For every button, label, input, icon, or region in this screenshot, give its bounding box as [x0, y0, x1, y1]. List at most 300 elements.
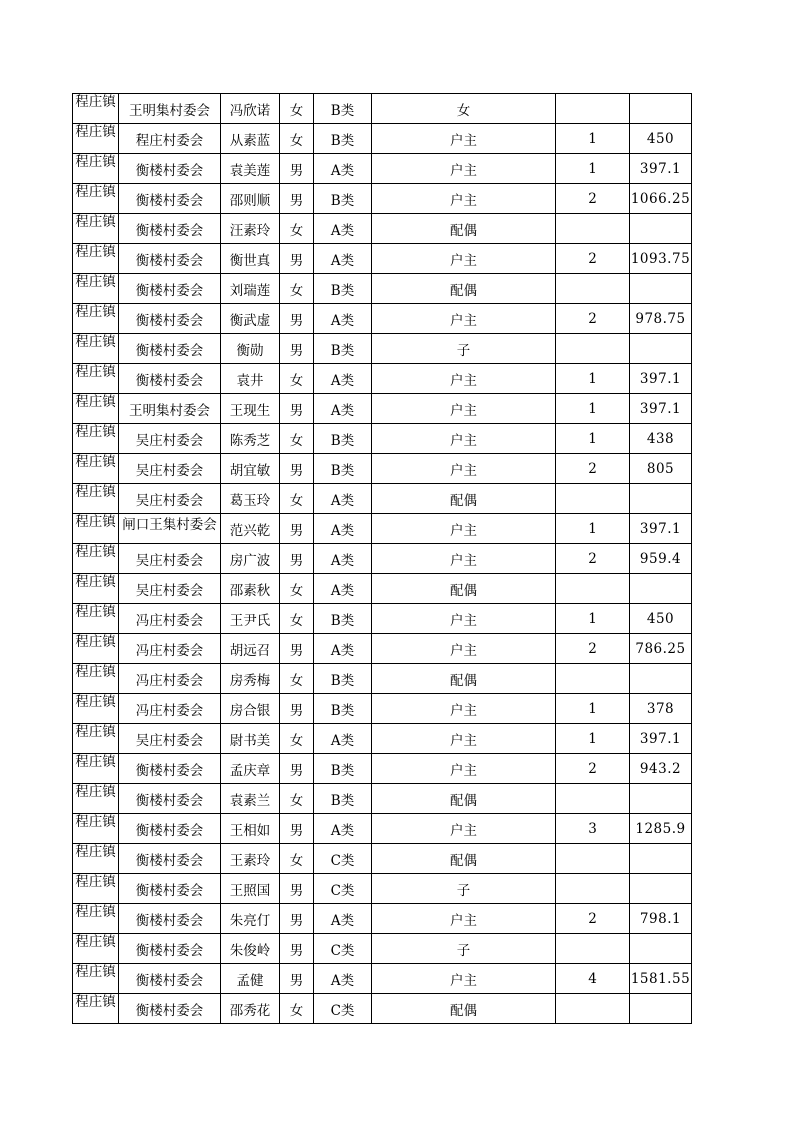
household-count-cell: 2: [556, 544, 630, 574]
amount-cell: 378: [630, 694, 692, 724]
relation-cell: 户主: [372, 124, 556, 154]
village-cell: 衡楼村委会: [119, 154, 221, 184]
sex-cell: 女: [280, 994, 314, 1024]
village-cell: 吴庄村委会: [119, 454, 221, 484]
village-cell: 吴庄村委会: [119, 724, 221, 754]
town-cell-text: 程庄镇: [75, 184, 116, 200]
town-cell: [73, 904, 119, 934]
amount-cell: [630, 784, 692, 814]
amount-cell: [630, 994, 692, 1024]
household-count-cell: 1: [556, 364, 630, 394]
table-row: [73, 184, 692, 214]
table-row: [73, 214, 692, 244]
sex-cell: 女: [280, 574, 314, 604]
name-cell: 陈秀芝: [221, 424, 280, 454]
household-count-cell: 4: [556, 964, 630, 994]
town-cell: [73, 334, 119, 364]
village-cell: 衡楼村委会: [119, 844, 221, 874]
amount-cell: [630, 334, 692, 364]
sex-cell: 男: [280, 394, 314, 424]
relation-cell: 户主: [372, 724, 556, 754]
name-cell: 朱亮仃: [221, 904, 280, 934]
table-row: [73, 394, 692, 424]
sex-cell: 女: [280, 94, 314, 124]
household-count-cell: [556, 934, 630, 964]
sex-cell: 女: [280, 214, 314, 244]
sex-cell: 男: [280, 754, 314, 784]
sex-cell: 女: [280, 844, 314, 874]
village-cell: 衡楼村委会: [119, 244, 221, 274]
town-cell-text: 程庄镇: [75, 694, 116, 710]
sex-cell: 男: [280, 244, 314, 274]
category-cell: A类: [314, 724, 372, 754]
table-row: [73, 994, 692, 1024]
table-row: [73, 634, 692, 664]
household-count-cell: 1: [556, 154, 630, 184]
sex-cell: 女: [280, 364, 314, 394]
village-cell: 衡楼村委会: [119, 304, 221, 334]
table-row: [73, 784, 692, 814]
town-cell: [73, 694, 119, 724]
town-cell: [73, 94, 119, 124]
category-cell: A类: [314, 304, 372, 334]
table-row: [73, 814, 692, 844]
household-count-cell: 1: [556, 604, 630, 634]
table-row: [73, 844, 692, 874]
town-cell: [73, 874, 119, 904]
amount-cell: 959.4: [630, 544, 692, 574]
town-cell-text: 程庄镇: [75, 394, 116, 410]
town-cell-text: 程庄镇: [75, 634, 116, 650]
village-cell: 吴庄村委会: [119, 484, 221, 514]
town-cell-text: 程庄镇: [75, 544, 116, 560]
table-row: [73, 334, 692, 364]
village-cell: 程庄村委会: [119, 124, 221, 154]
table-body: [73, 94, 692, 1024]
relation-cell: 户主: [372, 694, 556, 724]
household-count-cell: 1: [556, 694, 630, 724]
village-cell: 衡楼村委会: [119, 184, 221, 214]
town-cell: [73, 664, 119, 694]
village-cell: 衡楼村委会: [119, 994, 221, 1024]
amount-cell: [630, 274, 692, 304]
name-cell: 房合银: [221, 694, 280, 724]
sex-cell: 男: [280, 544, 314, 574]
relation-cell: 户主: [372, 904, 556, 934]
sex-cell: 男: [280, 454, 314, 484]
town-cell: [73, 994, 119, 1024]
relation-cell: 配偶: [372, 844, 556, 874]
amount-cell: 798.1: [630, 904, 692, 934]
name-cell: 王照国: [221, 874, 280, 904]
category-cell: B类: [314, 424, 372, 454]
relation-cell: 配偶: [372, 214, 556, 244]
category-cell: B类: [314, 604, 372, 634]
name-cell: 葛玉玲: [221, 484, 280, 514]
name-cell: 从素蓝: [221, 124, 280, 154]
town-cell: [73, 124, 119, 154]
amount-cell: 786.25: [630, 634, 692, 664]
amount-cell: 450: [630, 604, 692, 634]
relation-cell: 户主: [372, 424, 556, 454]
category-cell: A类: [314, 214, 372, 244]
sex-cell: 女: [280, 124, 314, 154]
table-row: [73, 904, 692, 934]
name-cell: 胡宜敏: [221, 454, 280, 484]
village-cell: 冯庄村委会: [119, 604, 221, 634]
household-count-cell: [556, 94, 630, 124]
town-cell: [73, 364, 119, 394]
town-cell-text: 程庄镇: [75, 334, 116, 350]
table-row: [73, 274, 692, 304]
town-cell-text: 程庄镇: [75, 424, 116, 440]
amount-cell: 397.1: [630, 364, 692, 394]
sex-cell: 男: [280, 154, 314, 184]
town-cell: [73, 754, 119, 784]
table-row: [73, 364, 692, 394]
name-cell: 王素玲: [221, 844, 280, 874]
town-cell: [73, 604, 119, 634]
town-cell-text: 程庄镇: [75, 934, 116, 950]
relation-cell: 子: [372, 934, 556, 964]
town-cell-text: 程庄镇: [75, 994, 116, 1010]
category-cell: A类: [314, 154, 372, 184]
amount-cell: 1581.55: [630, 964, 692, 994]
amount-cell: [630, 484, 692, 514]
village-cell: 吴庄村委会: [119, 424, 221, 454]
town-cell-text: 程庄镇: [75, 844, 116, 860]
town-cell: [73, 424, 119, 454]
table-row: [73, 724, 692, 754]
village-cell: 衡楼村委会: [119, 904, 221, 934]
relation-cell: 子: [372, 874, 556, 904]
sex-cell: 女: [280, 604, 314, 634]
category-cell: C类: [314, 844, 372, 874]
table-row: [73, 754, 692, 784]
relation-cell: 配偶: [372, 664, 556, 694]
household-count-cell: [556, 784, 630, 814]
name-cell: 尉书美: [221, 724, 280, 754]
town-cell: [73, 304, 119, 334]
category-cell: B类: [314, 334, 372, 364]
town-cell: [73, 844, 119, 874]
town-cell-text: 程庄镇: [75, 604, 116, 620]
table-row: [73, 574, 692, 604]
town-cell: [73, 394, 119, 424]
town-cell-text: 程庄镇: [75, 514, 116, 530]
name-cell: 王相如: [221, 814, 280, 844]
town-cell: [73, 154, 119, 184]
name-cell: 袁井: [221, 364, 280, 394]
town-cell-text: 程庄镇: [75, 754, 116, 770]
household-count-cell: [556, 484, 630, 514]
household-count-cell: 2: [556, 244, 630, 274]
household-count-cell: 1: [556, 424, 630, 454]
amount-cell: [630, 664, 692, 694]
relation-cell: 配偶: [372, 484, 556, 514]
village-cell: [119, 514, 221, 544]
household-count-cell: 1: [556, 124, 630, 154]
category-cell: A类: [314, 544, 372, 574]
household-count-cell: 1: [556, 514, 630, 544]
relation-cell: 户主: [372, 364, 556, 394]
category-cell: B类: [314, 454, 372, 484]
household-count-cell: 1: [556, 724, 630, 754]
village-cell: 吴庄村委会: [119, 574, 221, 604]
village-cell: 王明集村委会: [119, 394, 221, 424]
amount-cell: [630, 874, 692, 904]
town-cell: [73, 544, 119, 574]
town-cell: [73, 574, 119, 604]
table-row: [73, 694, 692, 724]
category-cell: A类: [314, 244, 372, 274]
town-cell-text: 程庄镇: [75, 304, 116, 320]
category-cell: B类: [314, 184, 372, 214]
category-cell: A类: [314, 574, 372, 604]
category-cell: C类: [314, 994, 372, 1024]
name-cell: 胡远召: [221, 634, 280, 664]
household-count-cell: [556, 574, 630, 604]
town-cell-text: 程庄镇: [75, 904, 116, 920]
sex-cell: 男: [280, 904, 314, 934]
table-row: [73, 544, 692, 574]
town-cell-text: 程庄镇: [75, 274, 116, 290]
village-cell: 衡楼村委会: [119, 214, 221, 244]
household-count-cell: 2: [556, 454, 630, 484]
town-cell: [73, 814, 119, 844]
town-cell-text: 程庄镇: [75, 94, 116, 110]
town-cell: [73, 244, 119, 274]
relation-cell: 子: [372, 334, 556, 364]
village-cell: 衡楼村委会: [119, 784, 221, 814]
category-cell: A类: [314, 394, 372, 424]
town-cell: [73, 484, 119, 514]
category-cell: B类: [314, 94, 372, 124]
village-cell: 衡楼村委会: [119, 364, 221, 394]
table-row: [73, 124, 692, 154]
category-cell: B类: [314, 124, 372, 154]
town-cell-text: 程庄镇: [75, 964, 116, 980]
table-row: [73, 964, 692, 994]
village-cell: 衡楼村委会: [119, 334, 221, 364]
amount-cell: [630, 94, 692, 124]
category-cell: A类: [314, 364, 372, 394]
town-cell-text: 程庄镇: [75, 364, 116, 380]
amount-cell: 450: [630, 124, 692, 154]
name-cell: 衡世真: [221, 244, 280, 274]
village-cell: 衡楼村委会: [119, 874, 221, 904]
town-cell-text: 程庄镇: [75, 814, 116, 830]
name-cell: 邵秀花: [221, 994, 280, 1024]
sex-cell: 男: [280, 964, 314, 994]
sex-cell: 男: [280, 514, 314, 544]
town-cell: [73, 724, 119, 754]
amount-cell: 438: [630, 424, 692, 454]
sex-cell: 男: [280, 184, 314, 214]
name-cell: 王现生: [221, 394, 280, 424]
town-cell-text: 程庄镇: [75, 574, 116, 590]
name-cell: 衡武虚: [221, 304, 280, 334]
table-row: [73, 454, 692, 484]
name-cell: 房广波: [221, 544, 280, 574]
table-row: [73, 94, 692, 124]
sex-cell: 女: [280, 274, 314, 304]
town-cell-text: 程庄镇: [75, 484, 116, 500]
name-cell: 王尹氏: [221, 604, 280, 634]
household-count-cell: 2: [556, 184, 630, 214]
household-count-cell: 2: [556, 904, 630, 934]
village-cell: 衡楼村委会: [119, 964, 221, 994]
sex-cell: 男: [280, 874, 314, 904]
relation-cell: 户主: [372, 454, 556, 484]
relation-cell: 户主: [372, 964, 556, 994]
amount-cell: [630, 934, 692, 964]
category-cell: A类: [314, 514, 372, 544]
category-cell: B类: [314, 664, 372, 694]
amount-cell: 943.2: [630, 754, 692, 784]
amount-cell: 805: [630, 454, 692, 484]
name-cell: 孟健: [221, 964, 280, 994]
household-count-cell: [556, 994, 630, 1024]
name-cell: 孟庆章: [221, 754, 280, 784]
household-count-cell: 1: [556, 394, 630, 424]
name-cell: 袁素兰: [221, 784, 280, 814]
sex-cell: 女: [280, 664, 314, 694]
village-cell: 王明集村委会: [119, 94, 221, 124]
name-cell: 汪素玲: [221, 214, 280, 244]
town-cell: [73, 934, 119, 964]
category-cell: B类: [314, 754, 372, 784]
amount-cell: [630, 214, 692, 244]
table-row: [73, 514, 692, 544]
relation-cell: 户主: [372, 244, 556, 274]
amount-cell: 397.1: [630, 394, 692, 424]
amount-cell: 397.1: [630, 154, 692, 184]
town-cell: [73, 214, 119, 244]
amount-cell: 397.1: [630, 514, 692, 544]
name-cell: 邵则顺: [221, 184, 280, 214]
category-cell: C类: [314, 934, 372, 964]
relation-cell: 户主: [372, 304, 556, 334]
household-count-cell: 3: [556, 814, 630, 844]
category-cell: C类: [314, 874, 372, 904]
category-cell: B类: [314, 274, 372, 304]
sex-cell: 男: [280, 334, 314, 364]
household-count-cell: [556, 334, 630, 364]
table-row: [73, 154, 692, 184]
name-cell: 朱俊岭: [221, 934, 280, 964]
village-cell: 衡楼村委会: [119, 274, 221, 304]
town-cell-text: 程庄镇: [75, 124, 116, 140]
category-cell: B类: [314, 694, 372, 724]
relation-cell: 配偶: [372, 994, 556, 1024]
relation-cell: 户主: [372, 604, 556, 634]
town-cell-text: 程庄镇: [75, 244, 116, 260]
relation-cell: 户主: [372, 184, 556, 214]
amount-cell: 397.1: [630, 724, 692, 754]
sex-cell: 男: [280, 814, 314, 844]
town-cell-text: 程庄镇: [75, 664, 116, 680]
sex-cell: 女: [280, 424, 314, 454]
amount-cell: 1285.9: [630, 814, 692, 844]
relation-cell: 户主: [372, 514, 556, 544]
town-cell: [73, 514, 119, 544]
name-cell: 刘瑞莲: [221, 274, 280, 304]
town-cell: [73, 184, 119, 214]
town-cell-text: 程庄镇: [75, 874, 116, 890]
table-row: [73, 424, 692, 454]
amount-cell: 978.75: [630, 304, 692, 334]
name-cell: 房秀梅: [221, 664, 280, 694]
town-cell-text: 程庄镇: [75, 214, 116, 230]
village-cell: 衡楼村委会: [119, 814, 221, 844]
household-count-cell: [556, 214, 630, 244]
relation-cell: 户主: [372, 814, 556, 844]
town-cell-text: 程庄镇: [75, 784, 116, 800]
category-cell: A类: [314, 814, 372, 844]
relation-cell: 配偶: [372, 274, 556, 304]
relation-cell: 女: [372, 94, 556, 124]
table-row: [73, 244, 692, 274]
village-cell: 冯庄村委会: [119, 694, 221, 724]
town-cell: [73, 454, 119, 484]
relation-cell: 户主: [372, 394, 556, 424]
town-cell-text: 程庄镇: [75, 154, 116, 170]
table-row: [73, 664, 692, 694]
household-count-cell: 2: [556, 634, 630, 664]
amount-cell: 1093.75: [630, 244, 692, 274]
town-cell-text: 程庄镇: [75, 454, 116, 470]
table-row: [73, 874, 692, 904]
relief-roster-table: [72, 93, 692, 1024]
town-cell-text: 程庄镇: [75, 724, 116, 740]
town-cell: [73, 274, 119, 304]
amount-cell: 1066.25: [630, 184, 692, 214]
amount-cell: [630, 574, 692, 604]
table-row: [73, 934, 692, 964]
household-count-cell: [556, 844, 630, 874]
category-cell: A类: [314, 904, 372, 934]
sex-cell: 男: [280, 634, 314, 664]
category-cell: A类: [314, 964, 372, 994]
name-cell: 冯欣诺: [221, 94, 280, 124]
amount-cell: [630, 844, 692, 874]
town-cell: [73, 634, 119, 664]
sex-cell: 男: [280, 304, 314, 334]
relation-cell: 户主: [372, 754, 556, 784]
village-cell: 吴庄村委会: [119, 544, 221, 574]
sex-cell: 男: [280, 934, 314, 964]
table-row: [73, 484, 692, 514]
village-cell: 冯庄村委会: [119, 634, 221, 664]
household-count-cell: [556, 664, 630, 694]
name-cell: 袁美莲: [221, 154, 280, 184]
sex-cell: 男: [280, 694, 314, 724]
household-count-cell: 2: [556, 304, 630, 334]
category-cell: A类: [314, 484, 372, 514]
sex-cell: 女: [280, 484, 314, 514]
relation-cell: 配偶: [372, 574, 556, 604]
name-cell: 衡勋: [221, 334, 280, 364]
name-cell: 范兴乾: [221, 514, 280, 544]
village-cell: 衡楼村委会: [119, 754, 221, 784]
town-cell: [73, 964, 119, 994]
village-cell: 衡楼村委会: [119, 934, 221, 964]
relation-cell: 配偶: [372, 784, 556, 814]
household-count-cell: 2: [556, 754, 630, 784]
sex-cell: 女: [280, 724, 314, 754]
category-cell: A类: [314, 634, 372, 664]
